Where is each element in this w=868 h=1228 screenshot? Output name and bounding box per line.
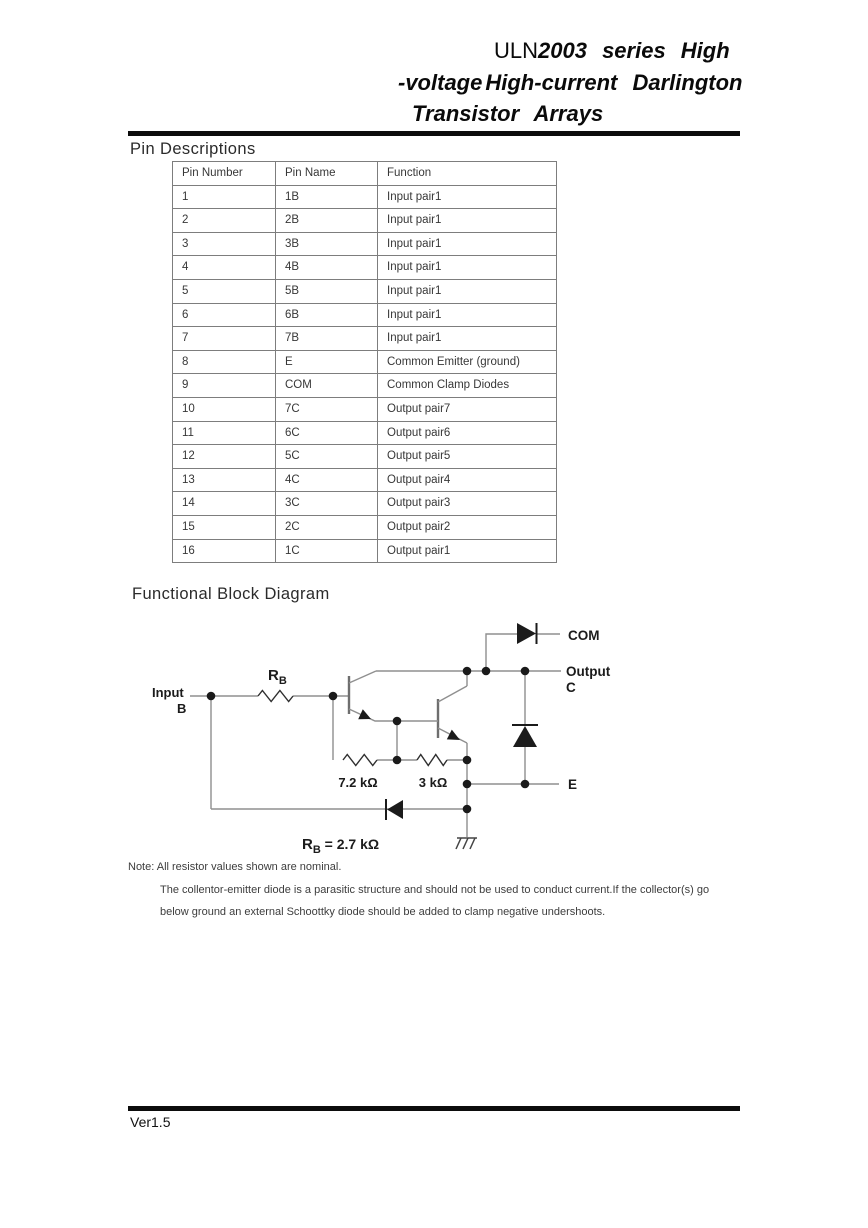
com-label: COM <box>568 628 600 643</box>
table-row: 3 3B Input pair1 <box>173 232 557 256</box>
table-row: 5 5B Input pair1 <box>173 279 557 303</box>
junction-dots <box>207 667 530 814</box>
doc-title-line2 <box>398 70 742 96</box>
doc-title-line3: Transistor Arrays <box>412 101 604 126</box>
column-header: Pin Number <box>173 162 276 186</box>
resistor-symbols <box>258 691 447 766</box>
table-row: 9 COM Common Clamp Diodes <box>173 374 557 398</box>
table-row: 14 3C Output pair3 <box>173 492 557 516</box>
table-row: 1 1B Input pair1 <box>173 185 557 209</box>
column-header: Pin Name <box>276 162 378 186</box>
title-line2-rest: High-current Darlington <box>485 70 743 95</box>
rb-value-label: $R_B = 2.7$ kΩ <box>302 836 380 856</box>
table-row: 8 E Common Emitter (ground) <box>173 350 557 374</box>
output-pin-label: C <box>566 680 576 695</box>
base-emitter-diode <box>386 799 403 820</box>
circuit-wires <box>190 634 561 837</box>
resistor-7k2 <box>343 755 377 766</box>
table-row: 4 4B Input pair1 <box>173 256 557 280</box>
resistor-7k2-label: 7.2 kΩ <box>338 775 378 790</box>
input-label: Input <box>152 685 184 700</box>
output-label: Output <box>566 664 611 679</box>
input-pin-label: B <box>177 701 187 716</box>
table-header-row <box>173 162 557 186</box>
table-row: 13 4C Output pair4 <box>173 468 557 492</box>
table-row: 2 2B Input pair1 <box>173 209 557 233</box>
transistor-q2 <box>397 686 467 743</box>
functional-block-diagram <box>130 610 630 860</box>
column-header: Function <box>378 162 557 186</box>
table-row: 10 7C Output pair7 <box>173 397 557 421</box>
block-diagram-heading: Functional Block Diagram <box>132 585 330 603</box>
header-rule <box>128 131 740 136</box>
ground-icon <box>456 838 477 849</box>
doc-title-line1 <box>494 38 730 64</box>
note-line-2: The collentor-emitter diode is a parasitic structure and should not be used to conduct current.If the collector(s) go <box>160 884 710 896</box>
table-row: 16 1C Output pair1 <box>173 539 557 563</box>
version-label: Ver1.5 <box>130 1114 171 1130</box>
resistor-3k <box>417 755 447 766</box>
title-uln: ULN <box>494 38 539 63</box>
emitter-arrows <box>358 709 460 740</box>
emitter-pin-label: E <box>568 777 578 792</box>
rb-label: $R_B$ <box>268 667 287 687</box>
title-line2-lead: -voltage <box>398 70 483 95</box>
table-row: 12 5C Output pair5 <box>173 445 557 469</box>
com-diode <box>517 623 537 644</box>
note-line-3: below ground an external Schoottky diode should be added to clamp negative undershoots. <box>160 906 606 918</box>
resistor-3k-label: 3 kΩ <box>418 775 448 790</box>
pin-descriptions-table <box>172 161 557 563</box>
rb-resistor <box>258 691 293 702</box>
table-row: 15 2C Output pair2 <box>173 515 557 539</box>
note-line-1: Note: All resistor values shown are nominal. <box>128 861 342 873</box>
transistor-q1 <box>349 671 397 721</box>
table-row: 6 6B Input pair1 <box>173 303 557 327</box>
footer-rule <box>128 1106 740 1111</box>
title-line1-rest: 2003 series High <box>538 38 730 63</box>
pin-descriptions-heading: Pin Descriptions <box>130 140 256 158</box>
clamp-diode <box>512 725 538 747</box>
table-row: 11 6C Output pair6 <box>173 421 557 445</box>
table-row: 7 7B Input pair1 <box>173 327 557 351</box>
